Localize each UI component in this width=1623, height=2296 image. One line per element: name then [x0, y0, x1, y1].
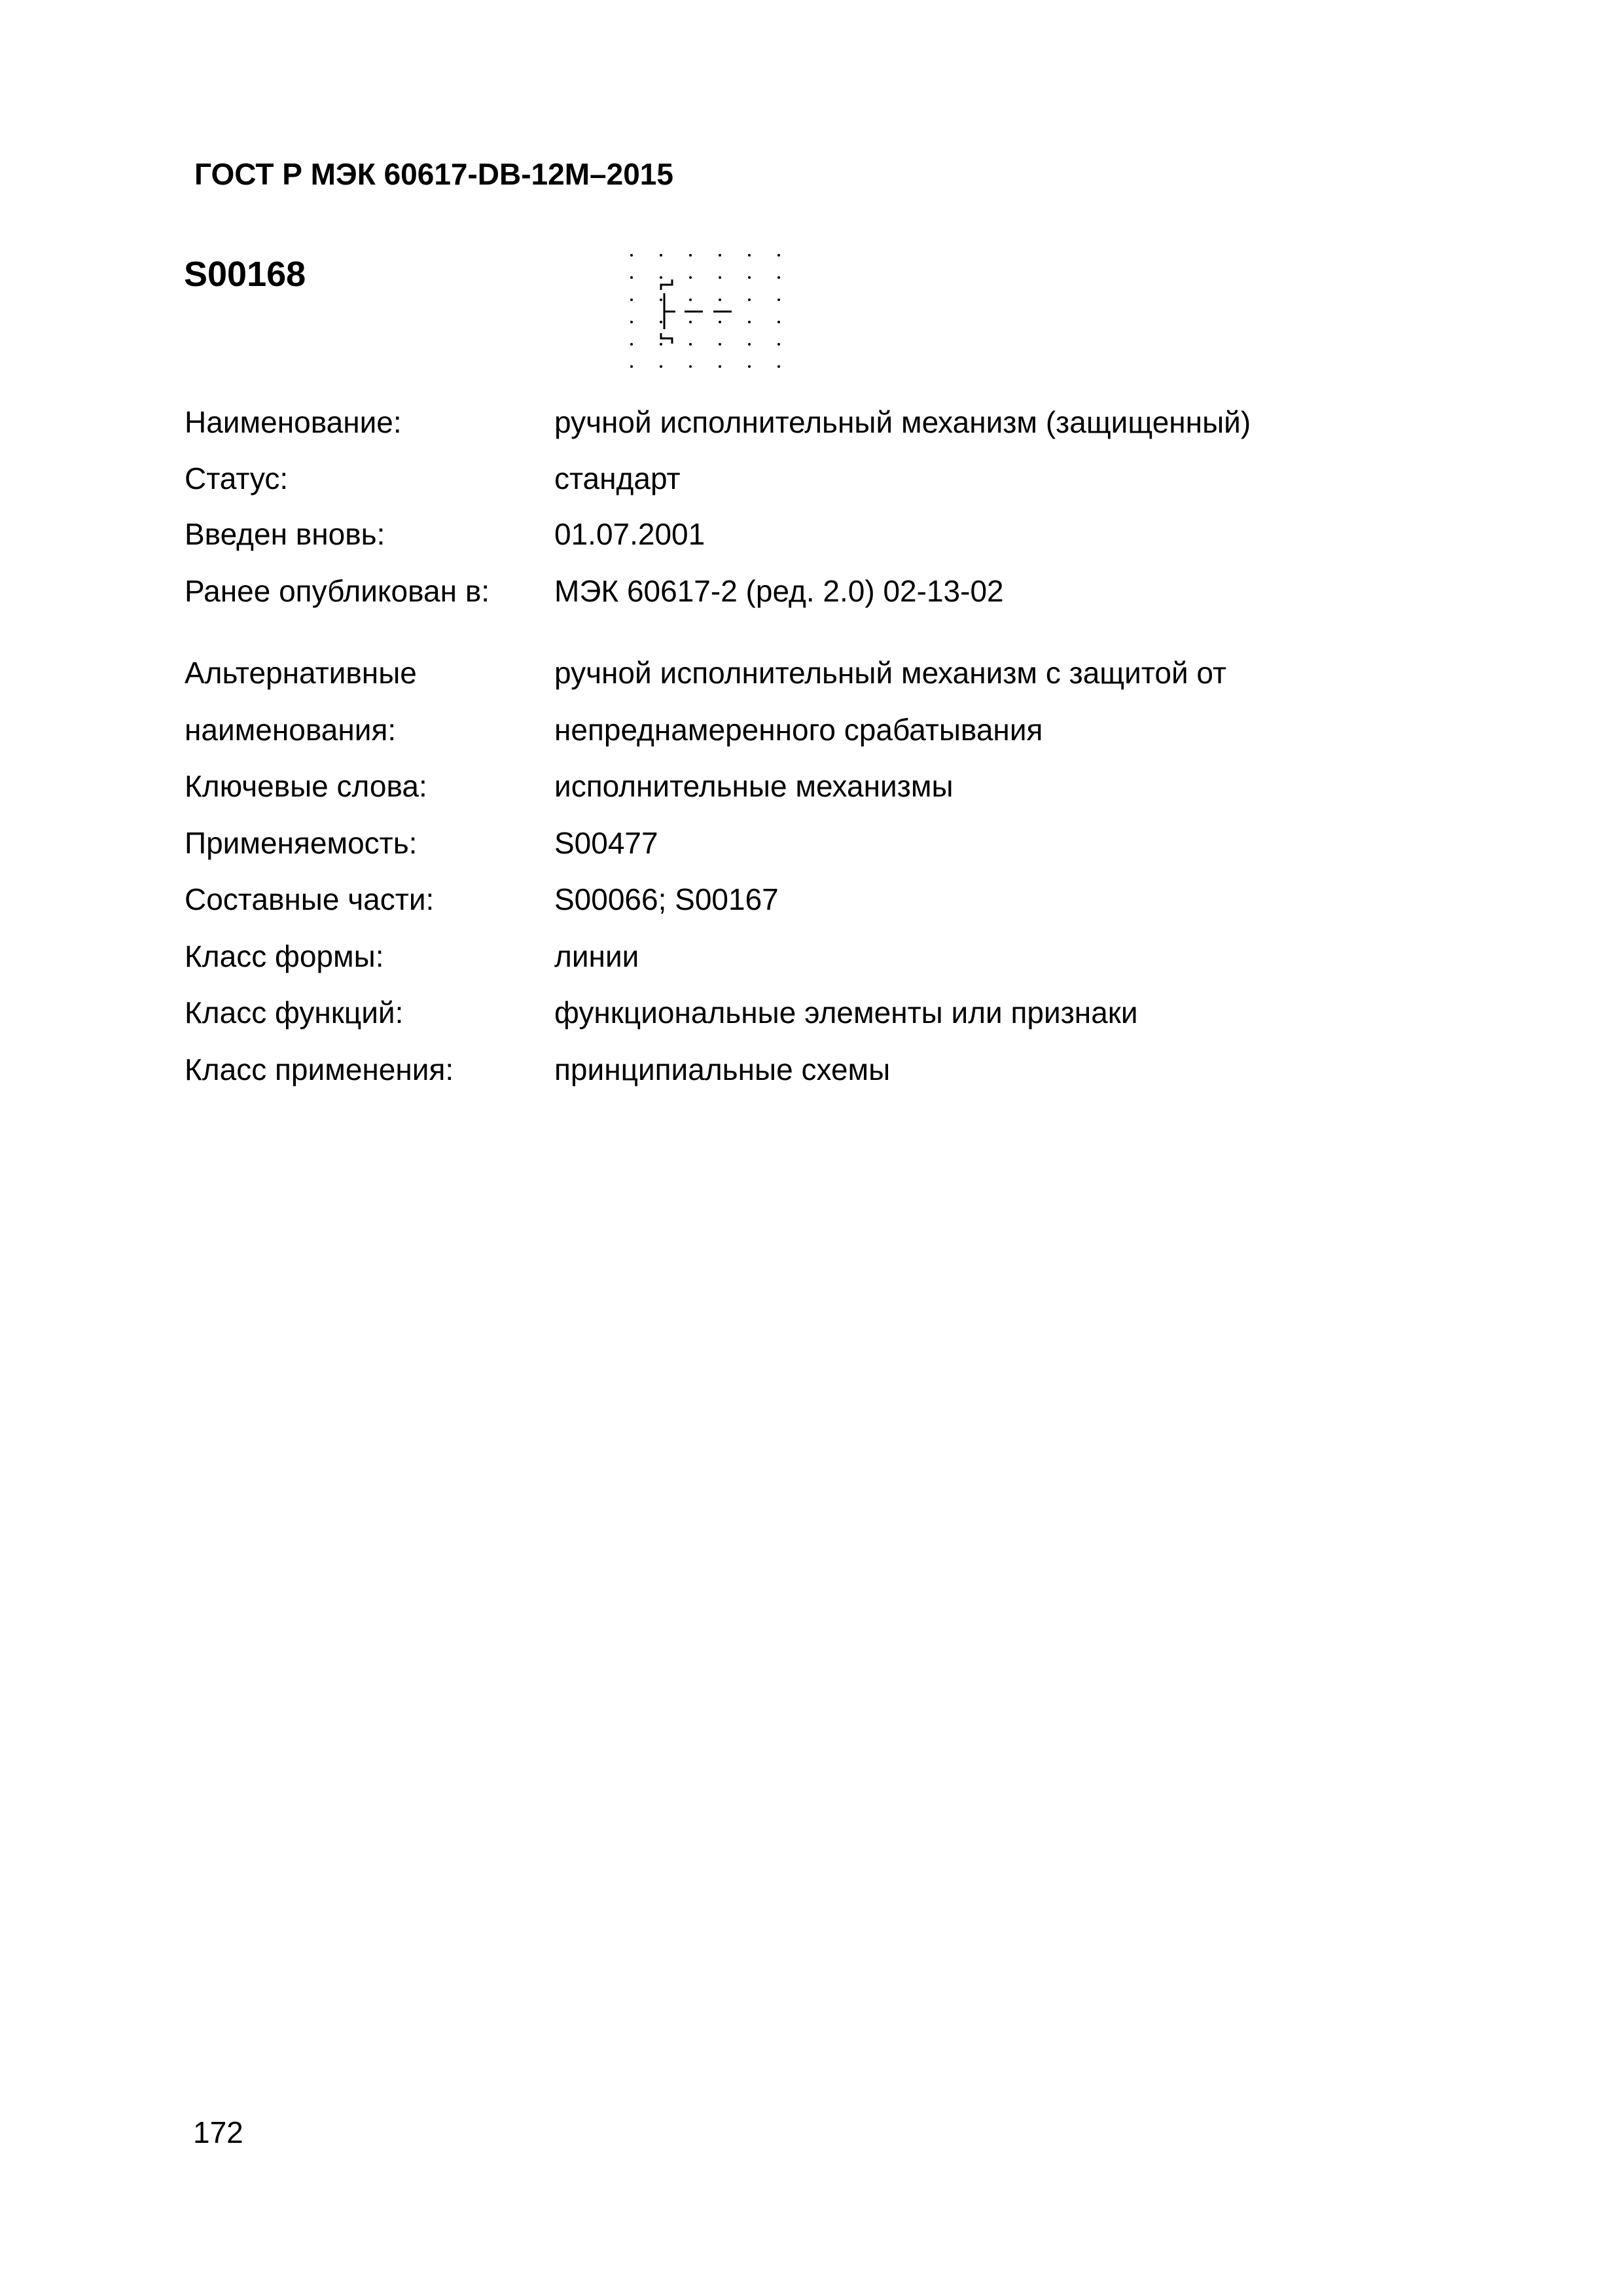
grid-dot [630, 343, 633, 346]
grid-dot [777, 365, 780, 368]
grid-dot [630, 254, 633, 257]
grid-dot [689, 254, 692, 257]
field-label: Класс формы: [185, 939, 384, 973]
grid-dot [777, 321, 780, 323]
grid-dot [689, 298, 692, 301]
field-label: Статус: [185, 461, 289, 495]
field-label: Составные части: [185, 882, 435, 916]
grid-dot [719, 298, 721, 301]
field-value: ручной исполнительный механизм с защитой от [554, 656, 1227, 690]
field-label: Альтернативные [185, 656, 417, 690]
field-value: исполнительные механизмы [554, 769, 954, 803]
document-standard-title: ГОСТ Р МЭК 60617-DB-12M–2015 [194, 157, 673, 191]
field-value: функциональные элементы или признаки [554, 996, 1138, 1030]
grid-dot [719, 321, 721, 323]
page-number: 172 [193, 2115, 243, 2149]
grid-dot [719, 254, 721, 257]
grid-dot [777, 343, 780, 346]
field-value: стандарт [554, 461, 681, 495]
field-value: ручной исполнительный механизм (защищенный) [554, 405, 1251, 439]
grid-dot [689, 343, 692, 346]
field-label: Класс функций: [185, 996, 404, 1030]
grid-dot [660, 298, 662, 301]
field-label: Класс применения: [185, 1052, 454, 1086]
grid-dot [748, 276, 751, 279]
symbol-lines [661, 279, 732, 344]
grid-dot [630, 298, 633, 301]
grid-dot [748, 298, 751, 301]
grid-dot [748, 365, 751, 368]
grid-dot [777, 276, 780, 279]
field-label: Ранее опубликован в: [185, 574, 490, 608]
grid-dot [660, 276, 662, 279]
field-label: Наименование: [185, 405, 402, 439]
protected-manual-actuator-symbol-icon [622, 245, 792, 376]
symbol-code: S00168 [184, 255, 306, 294]
grid-dot [719, 276, 721, 279]
field-label: Ключевые слова: [185, 769, 427, 803]
grid-dot [748, 343, 751, 346]
grid-dot [719, 365, 721, 368]
grid-dot [689, 321, 692, 323]
grid-dot [719, 343, 721, 346]
field-label: Применяемость: [185, 826, 418, 860]
grid-dot [660, 254, 662, 257]
field-value: принципиальные схемы [554, 1052, 891, 1086]
field-label: Введен вновь: [185, 517, 385, 551]
symbol-grid-dots [630, 254, 780, 368]
grid-dot [777, 298, 780, 301]
grid-dot [660, 321, 662, 323]
grid-dot [689, 365, 692, 368]
grid-dot [630, 276, 633, 279]
field-value: S00477 [554, 826, 658, 860]
field-value: линии [554, 939, 639, 973]
grid-dot [777, 254, 780, 257]
grid-dot [748, 254, 751, 257]
grid-dot [748, 321, 751, 323]
field-value: непреднамеренного срабатывания [554, 713, 1043, 747]
grid-dot [630, 365, 633, 368]
field-label: наименования: [185, 713, 397, 747]
grid-dot [689, 276, 692, 279]
field-value: S00066; S00167 [554, 882, 779, 916]
field-value: 01.07.2001 [554, 517, 705, 551]
grid-dot [630, 321, 633, 323]
grid-dot [660, 365, 662, 368]
field-value: МЭК 60617-2 (ред. 2.0) 02-13-02 [554, 574, 1004, 608]
grid-dot [660, 343, 662, 346]
